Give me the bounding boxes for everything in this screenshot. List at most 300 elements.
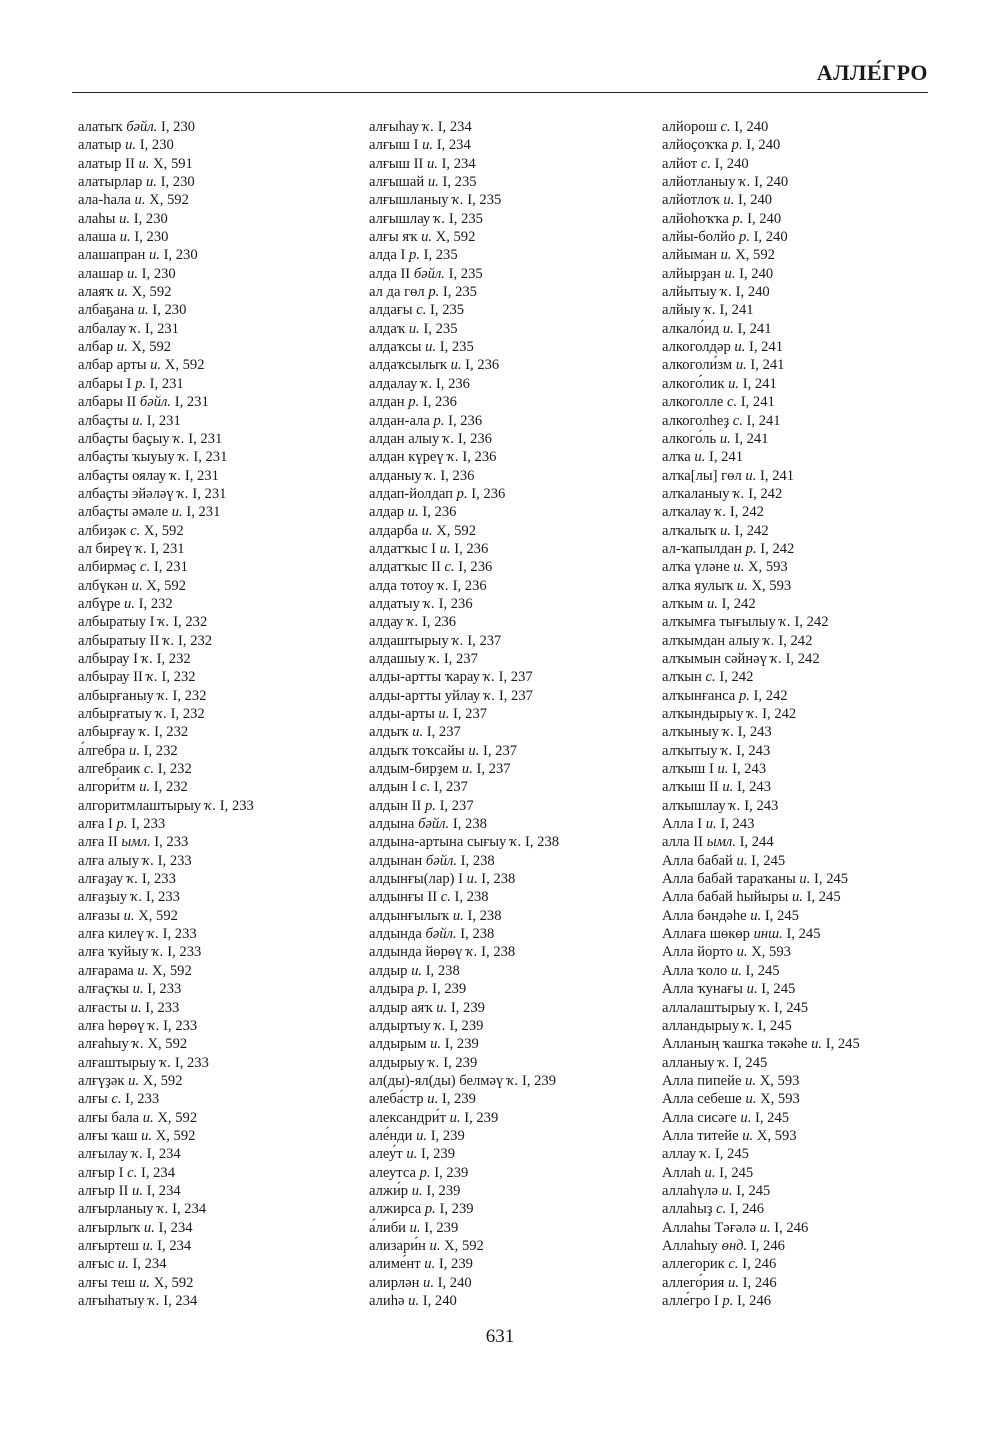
entry-headword: аллалаштырыу: [662, 999, 756, 1016]
index-entry: [78, 338, 378, 356]
entry-headword: алйоһоҡҡа: [662, 210, 729, 227]
entry-reference: I, 243: [736, 779, 771, 796]
entry-pos-label: ҡ.: [146, 669, 158, 686]
entry-pos-label: ҡ.: [428, 650, 441, 667]
entry-headword: алға килеү: [78, 926, 144, 943]
entry-pos-label: ҡ.: [733, 485, 745, 502]
entry-pos-label: р.: [731, 137, 743, 154]
entry-headword: Алла ҡунағы: [662, 981, 743, 998]
entry-headword: алғы ҡаш: [78, 1127, 138, 1144]
index-entry: [662, 1255, 962, 1273]
entry-reference: X, 592: [138, 907, 178, 924]
entry-reference: X, 591: [153, 155, 193, 172]
index-entry: [662, 778, 962, 796]
entry-reference: I, 239: [426, 1182, 461, 1199]
index-entry: [662, 870, 962, 888]
entry-headword: албырғау: [78, 724, 136, 741]
entry-pos-label: и.: [119, 210, 131, 227]
index-entry: [369, 338, 669, 356]
entry-pos-label: ҡ.: [177, 485, 189, 502]
entry-pos-label: и.: [429, 1237, 441, 1254]
index-entry: [369, 613, 669, 631]
entry-headword: албирмәҫ: [78, 559, 137, 576]
entry-headword: алдан алыу: [369, 430, 440, 447]
index-entry: [78, 980, 378, 998]
entry-reference: I, 240: [754, 174, 789, 191]
index-entry: [78, 1054, 378, 1072]
entry-reference: I, 231: [193, 449, 228, 466]
index-entry: [369, 1017, 669, 1035]
entry-headword: алҡа яулыҡ: [662, 577, 734, 594]
index-entry: [662, 925, 962, 943]
entry-pos-label: ҡ.: [158, 614, 170, 631]
index-entry: [78, 1164, 378, 1182]
entry-headword: албаҫты баҫыу: [78, 430, 170, 447]
entry-headword: алдыҡ: [369, 724, 409, 741]
index-entry: [662, 833, 962, 851]
entry-reference: I, 239: [449, 1017, 484, 1034]
entry-reference: I, 243: [737, 724, 772, 741]
index-entry: [369, 723, 669, 741]
entry-pos-label: и.: [142, 1109, 154, 1126]
entry-headword: алғарама: [78, 962, 134, 979]
index-entry: [662, 503, 962, 521]
entry-reference: I, 230: [139, 137, 174, 154]
entry-pos-label: ҡ.: [422, 119, 435, 135]
entry-headword: алғырлыҡ: [78, 1219, 141, 1236]
entry-reference: I, 232: [154, 724, 189, 741]
index-entry: [78, 668, 378, 686]
index-entry: [662, 522, 962, 540]
entry-headword: Алла бәндәһе: [662, 907, 747, 924]
entry-headword: алдыртыу: [369, 1017, 431, 1034]
entry-pos-label: ҡ.: [747, 706, 759, 722]
entry-headword: алдынғы II: [369, 889, 438, 906]
index-entry: [78, 1274, 378, 1292]
entry-headword: алатыр: [78, 137, 122, 154]
index-entry: [78, 375, 378, 393]
entry-pos-label: р.: [433, 412, 445, 429]
entry-reference: I, 230: [161, 119, 196, 135]
entry-reference: I, 245: [774, 999, 809, 1016]
entry-headword: алдарба: [369, 522, 418, 539]
entry-reference: I, 234: [146, 1146, 181, 1163]
index-entry: [369, 833, 669, 851]
entry-headword: алҡын: [662, 669, 702, 686]
entry-pos-label: ҡ.: [714, 504, 727, 521]
entry-pos-label: с.: [728, 1256, 739, 1273]
entry-pos-label: ҡ.: [721, 742, 733, 759]
entry-pos-label: и.: [422, 137, 434, 154]
entry-pos-label: ҡ.: [157, 1201, 169, 1218]
entry-headword: алҡымын сәйнәү: [662, 650, 767, 667]
index-entry: [662, 1090, 962, 1108]
index-entry: [369, 1072, 669, 1090]
index-entry: [369, 687, 669, 705]
entry-reference: X, 593: [756, 1127, 797, 1144]
entry-reference: I, 245: [719, 1164, 754, 1181]
entry-reference: I, 239: [464, 1109, 499, 1126]
index-entry: [662, 1127, 962, 1145]
entry-headword: аллего́рия: [662, 1274, 725, 1291]
entry-headword: алатыр II: [78, 155, 135, 172]
index-entry: [369, 136, 669, 154]
entry-pos-label: р.: [732, 210, 744, 227]
entry-reference: I, 245: [736, 1182, 771, 1199]
entry-reference: I, 236: [422, 614, 457, 631]
entry-pos-label: ҡ.: [742, 1017, 755, 1034]
entry-pos-label: и.: [128, 1072, 140, 1089]
entry-reference: X, 592: [147, 1036, 188, 1053]
entry-reference: I, 246: [742, 1274, 777, 1291]
entry-pos-label: и.: [705, 816, 717, 833]
entry-reference: I, 245: [761, 981, 796, 998]
entry-headword: албары I: [78, 375, 132, 392]
index-entry: [78, 815, 378, 833]
entry-reference: I, 230: [160, 174, 195, 191]
entry-reference: I, 246: [729, 1201, 765, 1218]
entry-headword: алаша: [78, 229, 117, 246]
entry-pos-label: и.: [408, 1293, 420, 1309]
index-entry: [369, 155, 669, 173]
entry-reference: I, 242: [753, 687, 788, 704]
entry-headword: алғаҙау: [78, 871, 124, 888]
entry-pos-label: ҡ.: [173, 430, 185, 447]
entry-headword: алды-арты: [369, 706, 435, 722]
entry-reference: I, 238: [525, 834, 560, 851]
entry-pos-label: р.: [424, 797, 436, 814]
entry-headword: алдыр аяҡ: [369, 999, 433, 1016]
entry-pos-label: с.: [444, 559, 455, 576]
index-entry: [662, 687, 962, 705]
entry-reference: I, 242: [778, 632, 813, 649]
entry-pos-label: ҡ.: [506, 1072, 519, 1089]
entry-headword: алжирса: [369, 1201, 422, 1218]
entry-pos-label: и.: [742, 1127, 754, 1144]
index-entry: [662, 595, 962, 613]
entry-pos-label: с.: [716, 1201, 727, 1218]
entry-headword: алгоритмлаштырыу: [78, 797, 202, 814]
index-entry: [369, 980, 669, 998]
entry-reference: I, 235: [423, 320, 458, 337]
entry-pos-label: ҡ.: [442, 430, 455, 447]
entry-pos-label: с.: [127, 1164, 138, 1181]
index-entry: [78, 833, 378, 851]
index-entry: [78, 1182, 378, 1200]
entry-pos-label: и.: [704, 1164, 716, 1181]
index-entry: [369, 1054, 669, 1072]
index-entry: [78, 1090, 378, 1108]
entry-headword: алле́гро I: [662, 1293, 719, 1309]
entry-headword: алдыҡ тоҡсайы: [369, 742, 465, 759]
entry-reference: I, 243: [744, 797, 779, 814]
entry-reference: I, 233: [141, 871, 176, 888]
entry-headword: алҡыш II: [662, 779, 719, 796]
index-entry: [662, 852, 962, 870]
entry-reference: I, 239: [441, 1091, 476, 1108]
entry-headword: алжи́р: [369, 1182, 409, 1199]
entry-headword: алдар: [369, 504, 405, 521]
index-entry: [369, 522, 669, 540]
index-column-1: [78, 118, 378, 1310]
entry-headword: а́либи: [369, 1219, 406, 1236]
entry-headword: алдырым: [369, 1036, 427, 1053]
index-entry: [78, 283, 378, 301]
entry-headword: албиҙәк: [78, 522, 127, 539]
entry-reference: I, 234: [436, 137, 471, 154]
entry-pos-label: ҡ.: [131, 1146, 144, 1163]
entry-reference: I, 245: [786, 926, 821, 943]
entry-headword: алҡыныу: [662, 724, 719, 741]
entry-pos-label: и.: [132, 1182, 143, 1199]
index-entry: [369, 558, 669, 576]
index-entry: [662, 577, 962, 595]
index-entry: [369, 650, 669, 668]
index-entry: [662, 320, 962, 338]
entry-reference: I, 233: [145, 999, 180, 1016]
index-entry: [78, 1017, 378, 1035]
entry-pos-label: и.: [438, 706, 450, 722]
index-entry: [78, 522, 378, 540]
entry-headword: алды-артты ҡарау: [369, 669, 480, 686]
index-entry: [369, 356, 669, 374]
entry-reference: I, 234: [158, 1219, 193, 1236]
entry-pos-label: и.: [171, 504, 183, 521]
entry-reference: I, 238: [454, 889, 489, 906]
entry-pos-label: с.: [130, 522, 141, 539]
entry-pos-label: бәйл.: [126, 119, 158, 135]
entry-headword: алғыс: [78, 1256, 115, 1273]
entry-reference: X, 592: [157, 1109, 198, 1126]
entry-pos-label: и.: [134, 192, 146, 209]
index-entry: [78, 1072, 378, 1090]
entry-pos-label: и.: [123, 907, 135, 924]
entry-pos-label: р.: [419, 1164, 431, 1181]
entry-pos-label: и.: [728, 1274, 739, 1291]
entry-headword: Алланың ҡашҡа тәкәһе: [662, 1036, 808, 1053]
entry-headword: алдашыу: [369, 650, 426, 667]
entry-reference: I, 240: [746, 137, 781, 154]
entry-pos-label: и.: [411, 1182, 423, 1199]
entry-pos-label: с.: [726, 394, 738, 411]
entry-reference: X, 592: [164, 357, 205, 374]
entry-reference: I, 239: [521, 1072, 557, 1089]
index-entry: [369, 210, 669, 228]
index-entry: [662, 1200, 962, 1218]
entry-headword: алға ҡуйыу: [78, 944, 149, 961]
index-entry: [78, 467, 378, 485]
entry-pos-label: ымл.: [706, 834, 736, 851]
entry-reference: I, 242: [762, 706, 797, 722]
entry-reference: I, 239: [434, 1164, 469, 1181]
entry-pos-label: р.: [738, 687, 750, 704]
index-entry: [662, 540, 962, 558]
entry-headword: алйорош: [662, 119, 717, 135]
entry-reference: I, 246: [774, 1219, 809, 1236]
entry-headword: алҡынғанса: [662, 687, 736, 704]
entry-headword: алҡаланыу: [662, 485, 730, 502]
entry-reference: I, 236: [458, 559, 493, 576]
entry-pos-label: и.: [745, 1072, 757, 1089]
entry-reference: I, 234: [441, 155, 476, 172]
entry-headword: алға һөрөү: [78, 1017, 145, 1034]
entry-headword: алғыһау: [369, 119, 420, 135]
entry-pos-label: и.: [423, 1274, 434, 1291]
entry-headword: албаҫты оялау: [78, 467, 167, 484]
index-entry: [78, 1292, 378, 1310]
entry-headword: алкоголи́зм: [662, 357, 733, 374]
entry-reference: I, 241: [750, 357, 785, 374]
index-entry: [78, 356, 378, 374]
entry-reference: X, 592: [153, 1274, 194, 1291]
entry-pos-label: и.: [125, 137, 137, 154]
entry-headword: ала-һала: [78, 192, 131, 209]
entry-headword: алғы теш: [78, 1274, 136, 1291]
index-entry: [369, 503, 669, 521]
index-entry: [78, 870, 378, 888]
index-entry: [78, 778, 378, 796]
entry-headword: алғылау: [78, 1146, 128, 1163]
entry-pos-label: ҡ.: [428, 1054, 440, 1071]
entry-headword: алйоҫоҡҡа: [662, 137, 728, 154]
entry-headword: алҡыш I: [662, 761, 714, 778]
entry-pos-label: и.: [129, 742, 140, 759]
entry-pos-label: с.: [143, 761, 155, 778]
entry-pos-label: и.: [124, 595, 135, 612]
entry-pos-label: и.: [720, 247, 732, 264]
entry-headword: алдатҡыс II: [369, 559, 441, 576]
entry-headword: алдаҡсылыҡ: [369, 357, 447, 374]
entry-headword: алҡа[лы] гөл: [662, 467, 742, 484]
entry-headword: алйы-болйо: [662, 229, 736, 246]
entry-reference: X, 593: [759, 1072, 800, 1089]
index-entry: [662, 485, 962, 503]
index-entry: [78, 1219, 378, 1237]
entry-pos-label: и.: [759, 1219, 771, 1236]
entry-pos-label: и.: [736, 852, 748, 869]
entry-pos-label: ҡ.: [129, 320, 142, 337]
entry-pos-label: ҡ.: [759, 999, 771, 1016]
entry-reference: I, 241: [737, 320, 772, 337]
entry-reference: I, 238: [481, 871, 516, 888]
entry-headword: александри́т: [369, 1109, 446, 1126]
entry-pos-label: ҡ.: [159, 1054, 172, 1071]
entry-pos-label: и.: [132, 412, 144, 429]
entry-reference: I, 232: [143, 742, 178, 759]
entry-pos-label: р.: [428, 284, 440, 301]
entry-headword: албыратыу I: [78, 614, 155, 631]
entry-pos-label: и.: [411, 962, 423, 979]
entry-reference: I, 234: [132, 1256, 167, 1273]
entry-reference: I, 231: [186, 504, 221, 521]
index-entry: [662, 742, 962, 760]
index-entry: [369, 888, 669, 906]
entry-pos-label: ҡ.: [163, 632, 175, 649]
entry-pos-label: бәйл.: [413, 265, 445, 282]
index-entry: [369, 1109, 669, 1127]
entry-pos-label: р.: [738, 229, 750, 246]
index-entry: [78, 448, 378, 466]
entry-headword: алғаҙыу: [78, 889, 128, 906]
entry-reference: I, 232: [170, 706, 205, 722]
entry-headword: алғышай: [369, 174, 425, 191]
entry-headword: алғышланыу: [369, 192, 449, 209]
index-entry: [662, 888, 962, 906]
entry-pos-label: и.: [116, 339, 128, 356]
entry-pos-label: ҡ.: [148, 1293, 160, 1309]
entry-headword: але́нди: [369, 1127, 413, 1144]
index-entry: [369, 852, 669, 870]
entry-pos-label: и.: [728, 375, 740, 392]
index-entry: [369, 1127, 669, 1145]
entry-headword: алҡытыу: [662, 742, 718, 759]
entry-headword: алдалау: [369, 375, 418, 392]
entry-reference: I, 232: [178, 632, 213, 649]
entry-reference: I, 231: [150, 540, 185, 557]
entry-headword: Алла себеше: [662, 1091, 742, 1108]
entry-headword: алғы: [78, 1091, 108, 1108]
entry-pos-label: ҡ.: [425, 467, 437, 484]
entry-reference: I, 242: [760, 540, 795, 557]
entry-pos-label: ҡ.: [483, 687, 496, 704]
entry-pos-label: и.: [424, 1256, 436, 1273]
entry-pos-label: и.: [421, 522, 433, 539]
entry-pos-label: ҡ.: [135, 540, 147, 557]
entry-headword: алаяҡ: [78, 284, 114, 301]
index-entry: [662, 1017, 962, 1035]
index-entry: [369, 191, 669, 209]
index-entry: [78, 760, 378, 778]
entry-reference: I, 243: [732, 761, 767, 778]
entry-headword: алғы яҡ: [369, 229, 418, 246]
index-entry: [369, 1274, 669, 1292]
entry-reference: I, 231: [192, 485, 227, 502]
entry-reference: I, 232: [157, 761, 192, 778]
entry-reference: I, 246: [742, 1256, 777, 1273]
entry-pos-label: ҡ.: [720, 284, 732, 301]
entry-headword: алға II: [78, 834, 118, 851]
entry-headword: алғы бала: [78, 1109, 140, 1126]
index-entry: [78, 1145, 378, 1163]
entry-reference: I, 233: [174, 1054, 209, 1071]
entry-reference: I, 241: [740, 394, 775, 411]
entry-headword: Алла бабай: [662, 852, 733, 869]
entry-reference: I, 235: [430, 302, 465, 319]
entry-headword: алғасты: [78, 999, 128, 1016]
index-entry: [662, 760, 962, 778]
index-entry: [369, 320, 669, 338]
entry-reference: I, 239: [420, 1146, 456, 1163]
entry-headword: алғыһатыу: [78, 1293, 145, 1309]
entry-headword: албары II: [78, 394, 137, 411]
entry-pos-label: и.: [746, 981, 758, 998]
index-entry: [662, 668, 962, 686]
index-entry: [78, 797, 378, 815]
index-entry: [662, 375, 962, 393]
entry-pos-label: р.: [722, 1293, 734, 1309]
entry-reference: I, 237: [453, 706, 488, 722]
entry-headword: алғышлау: [369, 210, 431, 227]
entry-headword: алдынан: [369, 852, 423, 869]
entry-reference: I, 240: [714, 155, 749, 172]
entry-reference: I, 245: [714, 1146, 749, 1163]
entry-pos-label: ҡ.: [157, 687, 169, 704]
index-entry: [78, 613, 378, 631]
entry-headword: алғүҙәк: [78, 1072, 125, 1089]
entry-headword: алдап-йолдап: [369, 485, 453, 502]
entry-pos-label: и.: [450, 357, 462, 374]
index-entry: [369, 412, 669, 430]
